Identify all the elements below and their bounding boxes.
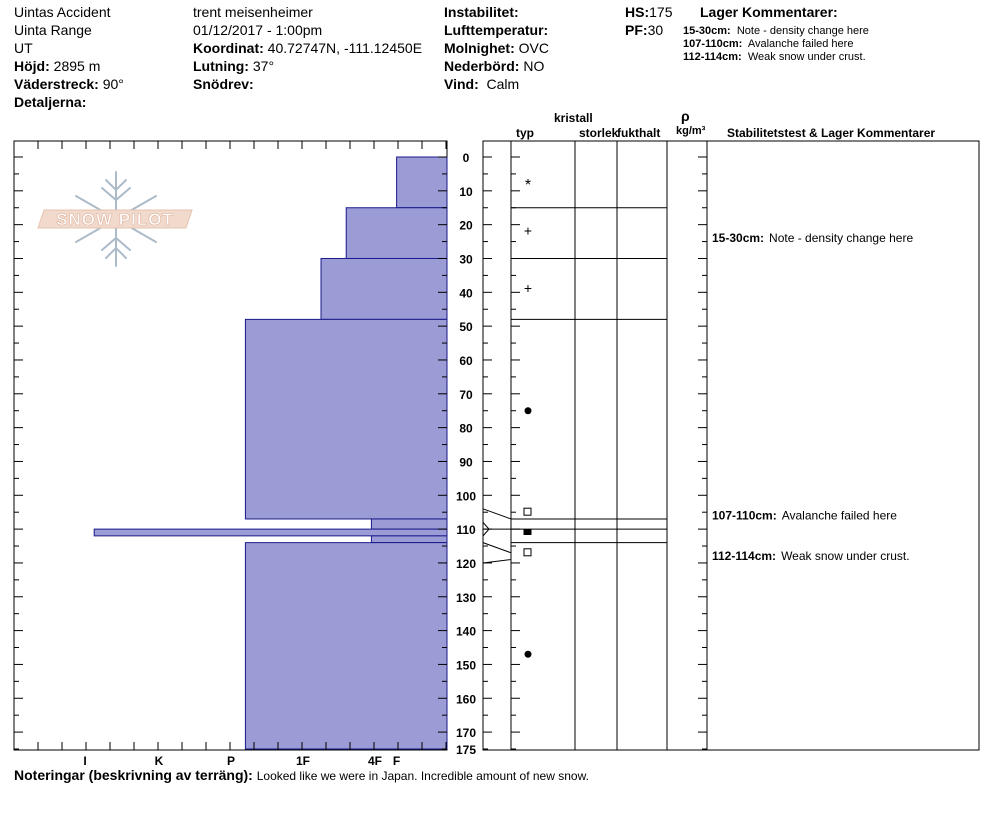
snow-height-value: 175 [649, 4, 673, 20]
layer-leader-line [483, 560, 511, 563]
y-tick-label: 10 [459, 184, 473, 199]
y-tick-label: 175 [455, 743, 477, 757]
snow-pilot-logo [38, 172, 192, 266]
layer-leader-line [483, 543, 511, 553]
precipitation-label: Nederbörd: [444, 58, 520, 74]
y-tick-label: 150 [455, 658, 477, 673]
hardness-bar [245, 543, 447, 749]
slope-label: Lutning: [193, 58, 249, 74]
y-tick-label: 90 [459, 455, 473, 470]
snow-height-label: HS: [625, 4, 650, 20]
y-tick-label: 50 [459, 320, 473, 335]
notes [14, 767, 589, 783]
hardness-bar [245, 319, 447, 519]
y-tick-label: 80 [459, 421, 473, 436]
sky-cover-label: Molnighet: [444, 40, 515, 56]
datetime: 01/12/2017 - 1:00pm [193, 22, 323, 38]
layer-leader-line [483, 522, 489, 529]
foot-penetration-value: 30 [647, 22, 664, 38]
layer-comment-range: 15-30cm: [683, 25, 731, 37]
aspect-value: 90° [102, 76, 124, 92]
col-header-crystal: kristall [554, 111, 593, 125]
hardness-bar [397, 157, 447, 208]
y-tick-label: 110 [456, 523, 476, 538]
notes-label: Noteringar (beskrivning av terräng): [14, 767, 253, 783]
notes-text: Looked like we were in Japan. Incredible amount of new snow. [256, 769, 589, 783]
site-name: Uintas Accident [14, 4, 111, 20]
stability-comment [712, 549, 910, 563]
crystal-symbol-rounded [525, 407, 532, 414]
y-tick-label: 160 [455, 692, 477, 707]
y-tick-label: 0 [462, 151, 470, 165]
wind-label: Vind: [444, 76, 479, 92]
elevation-label: Höjd: [14, 58, 50, 74]
col-header-type: typ [516, 126, 534, 140]
range-name: Uinta Range [14, 22, 92, 38]
x-tick-label: 1F [295, 754, 311, 768]
hardness-bar [371, 519, 447, 529]
x-tick-label: K [154, 754, 164, 768]
crystal-symbol-faceted [524, 508, 531, 515]
observer: trent meisenheimer [193, 4, 313, 20]
stability-comment-text: Weak snow under crust. [781, 549, 910, 564]
state-name: UT [14, 40, 33, 56]
y-tick-label: 30 [459, 252, 473, 267]
hardness-bar [94, 529, 447, 536]
wind-drift-label: Snödrev: [193, 76, 254, 92]
col-header-density: kg/m³ [676, 125, 706, 137]
layer-leader-line [483, 509, 511, 519]
col-header-stability: Stabilitetstest & Lager Kommentarer [727, 126, 936, 140]
y-tick-label: 40 [459, 286, 473, 301]
layer-comment-range: 107-110cm: [683, 38, 743, 50]
layer-comments-title: Lager Kommentarer: [700, 4, 838, 20]
precipitation-value: NO [523, 58, 545, 74]
x-tick-label: 4F [367, 754, 383, 768]
y-tick-label: 130 [455, 590, 477, 605]
y-tick-label: 100 [455, 489, 477, 504]
details-label: Detaljerna: [14, 94, 87, 110]
stability-comment-range: 15-30cm: [712, 231, 765, 246]
hardness-bar [346, 208, 447, 259]
y-tick-label: 20 [459, 218, 473, 233]
x-tick-label: I [83, 754, 87, 768]
crystal-symbol-rounded [525, 651, 532, 658]
layer-leader-line [483, 529, 489, 536]
crystal-symbol-decomposing: + [523, 222, 533, 239]
col-header-rho: ρ [681, 108, 690, 124]
stability-comment-text: Avalanche failed here [781, 508, 897, 523]
layer-comment-text: Note - density change here [736, 25, 869, 37]
crystal-symbol-new-snow: * [524, 177, 532, 195]
stability-comment-range: 107-110cm: [712, 508, 777, 523]
y-tick-label: 60 [459, 353, 473, 368]
col-header-size: storlek [579, 126, 619, 140]
crystal-symbol-decomposing: + [523, 279, 533, 296]
layer-comment-range: 112-114cm: [683, 51, 742, 63]
aspect-label: Väderstreck: [14, 76, 99, 92]
sky-cover-value: OVC [518, 40, 549, 56]
elevation-value: 2895 m [53, 58, 101, 74]
slope-value: 37° [252, 58, 275, 74]
stability-comment-range: 112-114cm: [712, 549, 777, 564]
stability-comment-text: Note - density change here [769, 231, 914, 246]
y-tick-label: 70 [459, 387, 473, 402]
foot-penetration-label: PF: [625, 22, 648, 38]
hardness-bar [371, 536, 447, 543]
stability-comment [712, 231, 913, 245]
layer-comment-text: Weak snow under crust. [747, 51, 866, 63]
x-tick-label: P [226, 754, 236, 768]
y-tick-label: 140 [455, 624, 477, 639]
logo-text: SNOW PILOT [56, 210, 174, 229]
crystal-symbol-faceted [524, 549, 531, 556]
coordinates-label: Koordinat: [193, 40, 264, 56]
wind-value: Calm [486, 76, 520, 92]
layer-comment-text: Avalanche failed here [747, 38, 854, 50]
crystal-symbol-crust [524, 529, 531, 534]
y-tick-label: 120 [455, 556, 477, 571]
instability-label: Instabilitet: [444, 4, 519, 20]
x-tick-label: F [392, 754, 401, 768]
stability-comment [712, 509, 897, 523]
air-temperature-label: Lufttemperatur: [444, 22, 549, 38]
hardness-bar [321, 258, 447, 319]
y-tick-label: 170 [455, 726, 477, 741]
col-header-moisture: fukthalt [617, 126, 661, 140]
coordinates-value: 40.72747N, -111.12450E [267, 40, 423, 56]
